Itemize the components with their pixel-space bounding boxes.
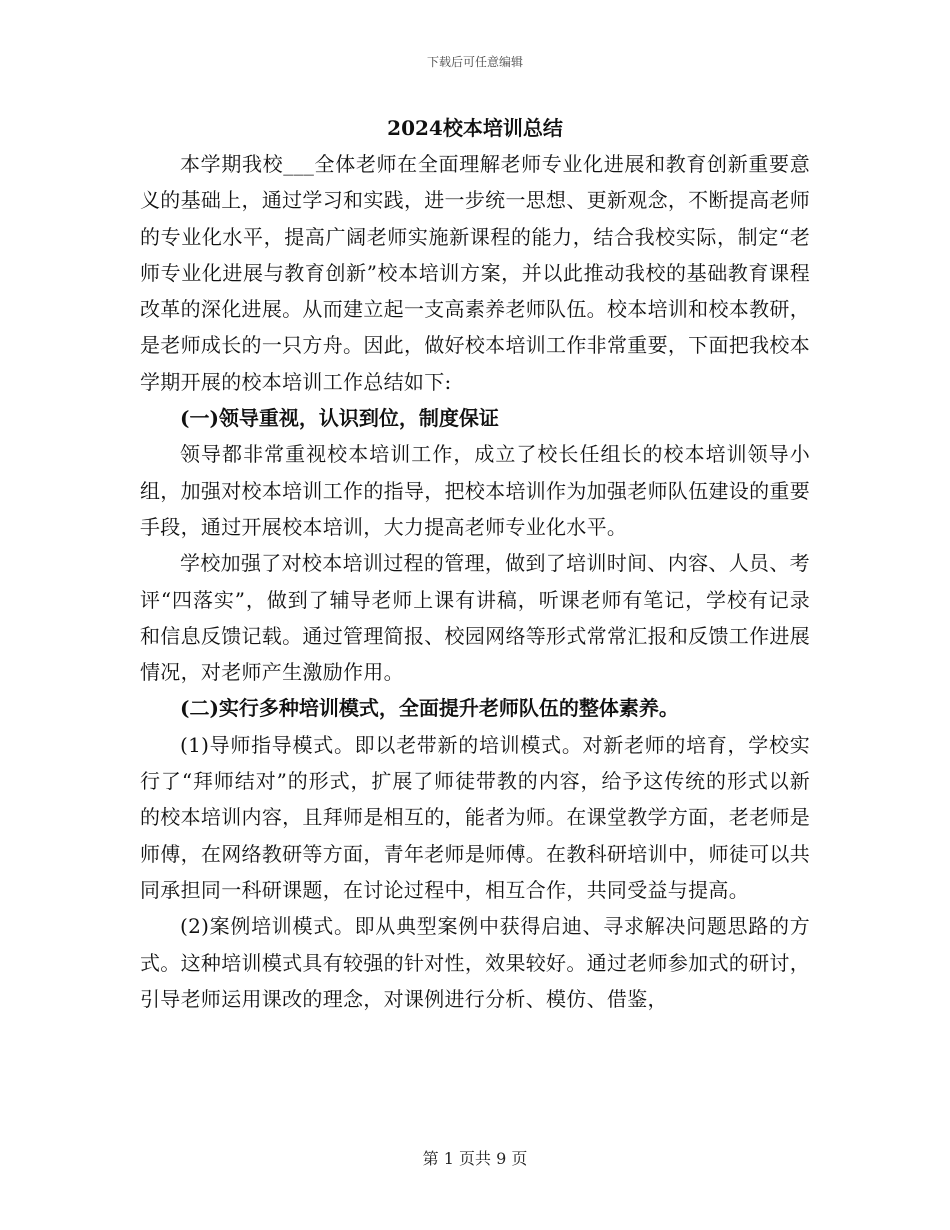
section-heading-1: (一)领导重视，认识到位，制度保证 [180, 406, 499, 431]
document-title: 2024校本培训总结 [387, 116, 563, 140]
document-body [140, 146, 810, 1017]
paragraph-intro: 本学期我校___全体老师在全面理解老师专业化进展和教育创新重要意义的基础上，通过学习和实践，进一步统一思想、更新观念，不断提高老师的专业化水平，提高广阔老师实施新课程的能力，结合我校实际，制定“老师专业化进展与教育创新”校本培训方案，并以此推动我校的基础教育课程改革的深化进展。从而建立起一支高素养老师队伍。校本培训和校本教研，是老师成长的一只方舟。因此，做好校本培训工作非常重要，下面把我校本学期开展的校本培训工作总结如下: [140, 152, 810, 394]
paragraph-case-model: (2)案例培训模式。即从典型案例中获得启迪、寻求解决问题思路的方式。这种培训模式具有较强的针对性，效果较好。通过老师参加式的研讨，引导老师运用课改的理念，对课例进行分析、模仿、借鉴， [140, 914, 810, 1011]
paragraph-leadership: 领导都非常重视校本培训工作，成立了校长任组长的校本培训领导小组，加强对校本培训工作的指导，把校本培训作为加强老师队伍建设的重要手段，通过开展校本培训，大力提高老师专业化水平。 [140, 442, 810, 539]
section-heading-2: (二)实行多种培训模式，全面提升老师队伍的整体素养。 [180, 696, 679, 721]
page-footer: 第 1 页共 9 页 [422, 1149, 528, 1168]
paragraph-mentor-model: (1)导师指导模式。即以老带新的培训模式。对新老师的培育，学校实行了“拜师结对”的形式，扩展了师徒带教的内容，给予这传统的形式以新的校本培训内容，且拜师是相互的，能者为师。在课堂教学方面，老老师是师傅，在网络教研等方面，青年老师是师傅。在教科研培训中，师徒可以共同承担同一科研课题，在讨论过程中，相互合作，共同受益与提高。 [140, 732, 810, 902]
paragraph-management: 学校加强了对校本培训过程的管理，做到了培训时间、内容、人员、考评“四落实”，做到了辅导老师上课有讲稿，听课老师有笔记，学校有记录和信息反馈记载。通过管理简报、校园网络等形式常常汇报和反馈工作进展情况，对老师产生激励作用。 [140, 551, 810, 685]
header-note: 下载后可任意编辑 [426, 55, 523, 69]
